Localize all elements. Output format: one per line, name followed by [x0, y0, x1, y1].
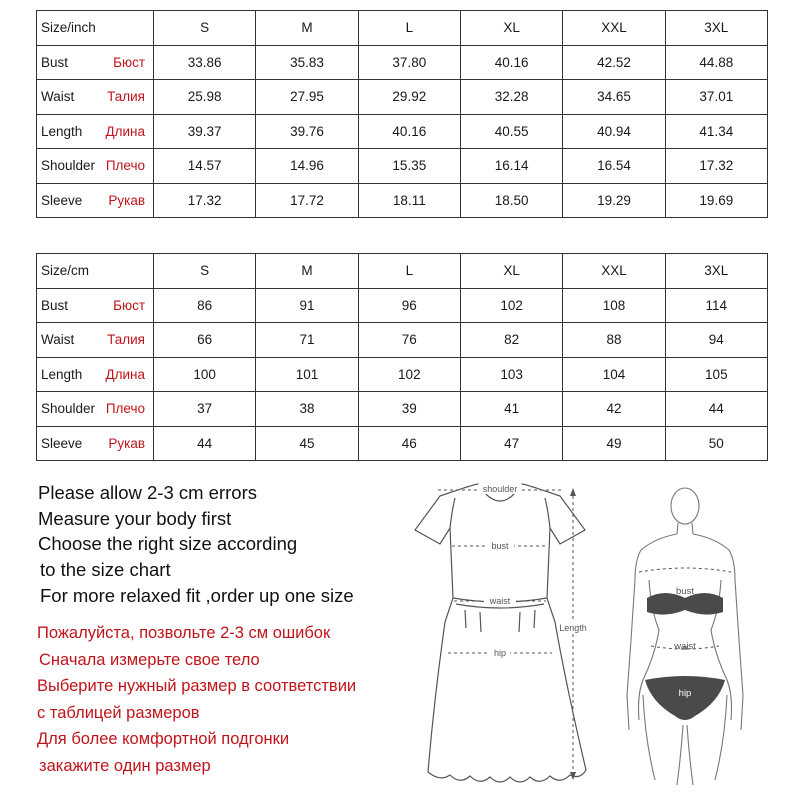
value-cell: 39.76 [256, 114, 358, 149]
value-cell: 102 [358, 357, 460, 392]
value-cell: 114 [665, 288, 767, 323]
measure-name-en: Length [41, 366, 83, 382]
value-cell: 105 [665, 357, 767, 392]
value-cell: 66 [154, 323, 256, 358]
value-cell: 86 [154, 288, 256, 323]
header-size-cell: 3XL [665, 11, 767, 46]
measure-name-en: Bust [41, 54, 69, 70]
header-size-cell: M [256, 254, 358, 289]
value-cell: 16.14 [460, 149, 562, 184]
value-cell: 49 [563, 426, 665, 461]
body-hip-label: hip [678, 688, 692, 699]
measure-name-en: Sleeve [41, 192, 83, 208]
table-row [37, 80, 768, 115]
value-cell: 40.55 [460, 114, 562, 149]
dress-diagram [400, 470, 600, 795]
measure-name-cell [37, 323, 154, 358]
measure-name-cell [37, 426, 154, 461]
header-size-cell: L [358, 254, 460, 289]
measure-name-ru: Бюст [113, 297, 145, 313]
value-cell: 42.52 [563, 45, 665, 80]
value-cell: 40.94 [563, 114, 665, 149]
measure-name-ru: Рукав [108, 192, 145, 208]
measure-name-en: Sleeve [41, 435, 83, 451]
value-cell: 35.83 [256, 45, 358, 80]
value-cell: 32.28 [460, 80, 562, 115]
table-row [37, 357, 768, 392]
value-cell: 17.32 [154, 183, 256, 218]
notes-english [38, 480, 354, 609]
value-cell: 88 [563, 323, 665, 358]
hip-label: hip [493, 648, 507, 658]
value-cell: 46 [358, 426, 460, 461]
value-cell: 19.69 [665, 183, 767, 218]
value-cell: 25.98 [154, 80, 256, 115]
value-cell: 40.16 [460, 45, 562, 80]
measure-name-cell [37, 45, 154, 80]
value-cell: 101 [256, 357, 358, 392]
value-cell: 15.35 [358, 149, 460, 184]
measure-name-ru: Талия [107, 332, 145, 348]
table-row [37, 323, 768, 358]
value-cell: 76 [358, 323, 460, 358]
measure-name-cell [37, 288, 154, 323]
measure-name-ru: Длина [105, 366, 145, 382]
value-cell: 44 [665, 392, 767, 427]
value-cell: 29.92 [358, 80, 460, 115]
value-cell: 47 [460, 426, 562, 461]
header-size-cell: XL [460, 11, 562, 46]
value-cell: 14.57 [154, 149, 256, 184]
measure-name-cell [37, 357, 154, 392]
value-cell: 37.01 [665, 80, 767, 115]
body-outline [627, 488, 743, 785]
value-cell: 108 [563, 288, 665, 323]
value-cell: 42 [563, 392, 665, 427]
value-cell: 41 [460, 392, 562, 427]
value-cell: 34.65 [563, 80, 665, 115]
note-line-ru: Пожалуйста, позвольте 2-3 см ошибок [37, 624, 331, 642]
size-table-cm [36, 253, 768, 461]
table-row [37, 183, 768, 218]
notes-russian [37, 620, 356, 780]
value-cell: 71 [256, 323, 358, 358]
measure-name-ru: Талия [107, 89, 145, 105]
table-row [37, 114, 768, 149]
value-cell: 16.54 [563, 149, 665, 184]
value-cell: 41.34 [665, 114, 767, 149]
value-cell: 44.88 [665, 45, 767, 80]
note-line: For more relaxed fit ,order up one size [40, 584, 354, 606]
note-line: to the size chart [40, 559, 171, 581]
bust-label: bust [491, 541, 509, 551]
note-line-ru: Сначала измерьте свое тело [39, 650, 260, 669]
note-line: Choose the right size according [38, 533, 298, 555]
header-size-cell: M [256, 11, 358, 46]
table-row [37, 426, 768, 461]
measure-name-cell [37, 392, 154, 427]
value-cell: 19.29 [563, 183, 665, 218]
waist-label: waist [489, 596, 511, 606]
header-size-cell: L [358, 11, 460, 46]
note-line-ru: Выберите нужный размер в соответствии [37, 677, 357, 696]
value-cell: 27.95 [256, 80, 358, 115]
measure-name-en: Waist [41, 89, 75, 105]
measure-name-ru: Плечо [105, 158, 145, 174]
measure-name-en: Length [41, 123, 83, 139]
note-line: Please allow 2-3 cm errors [38, 482, 257, 503]
size-table-cm-body [37, 254, 768, 461]
value-cell: 44 [154, 426, 256, 461]
value-cell: 91 [256, 288, 358, 323]
measure-name-ru: Рукав [108, 435, 145, 451]
measure-name-en: Shoulder [41, 158, 96, 174]
value-cell: 17.32 [665, 149, 767, 184]
note-line-ru: с таблицей размеров [37, 703, 200, 722]
note-line-ru: Для более комфортной подгонки [37, 730, 290, 749]
table-row [37, 288, 768, 323]
value-cell: 102 [460, 288, 562, 323]
value-cell: 33.86 [154, 45, 256, 80]
value-cell: 82 [460, 323, 562, 358]
value-cell: 45 [256, 426, 358, 461]
value-cell: 18.50 [460, 183, 562, 218]
header-size-cell: XXL [563, 11, 665, 46]
measure-name-en: Bust [41, 297, 69, 313]
value-cell: 50 [665, 426, 767, 461]
measure-name-ru: Плечо [105, 401, 145, 417]
body-waist-label: waist [674, 641, 696, 652]
note-line-ru: закажите один размер [39, 756, 211, 775]
table-row [37, 149, 768, 184]
measure-name-ru: Длина [105, 123, 145, 139]
measure-name-cell [37, 149, 154, 184]
measure-name-cell [37, 114, 154, 149]
header-unit-cell: Size/cm [37, 254, 154, 289]
value-cell: 100 [154, 357, 256, 392]
measure-name-en: Waist [41, 332, 75, 348]
value-cell: 17.72 [256, 183, 358, 218]
measure-name-en: Shoulder [41, 401, 96, 417]
body-diagram [615, 480, 755, 792]
table-row [37, 392, 768, 427]
value-cell: 96 [358, 288, 460, 323]
table-header-row [37, 254, 768, 289]
value-cell: 14.96 [256, 149, 358, 184]
value-cell: 40.16 [358, 114, 460, 149]
value-cell: 38 [256, 392, 358, 427]
header-size-cell: XXL [563, 254, 665, 289]
header-unit-cell: Size/inch [37, 11, 154, 46]
table-row [37, 45, 768, 80]
size-table-inch [36, 10, 768, 218]
size-table-inch-body [37, 11, 768, 218]
value-cell: 18.11 [358, 183, 460, 218]
header-size-cell: 3XL [665, 254, 767, 289]
value-cell: 94 [665, 323, 767, 358]
header-size-cell: S [154, 11, 256, 46]
body-bust-label: bust [676, 586, 694, 597]
value-cell: 104 [563, 357, 665, 392]
measure-name-ru: Бюст [113, 54, 145, 70]
table-header-row [37, 11, 768, 46]
value-cell: 37.80 [358, 45, 460, 80]
value-cell: 39 [358, 392, 460, 427]
shoulder-label: shoulder [482, 484, 518, 494]
header-size-cell: XL [460, 254, 562, 289]
header-size-cell: S [154, 254, 256, 289]
measure-name-cell [37, 80, 154, 115]
measure-name-cell [37, 183, 154, 218]
note-line: Measure your body first [38, 507, 232, 529]
length-label: Length [559, 623, 587, 633]
value-cell: 39.37 [154, 114, 256, 149]
value-cell: 103 [460, 357, 562, 392]
value-cell: 37 [154, 392, 256, 427]
